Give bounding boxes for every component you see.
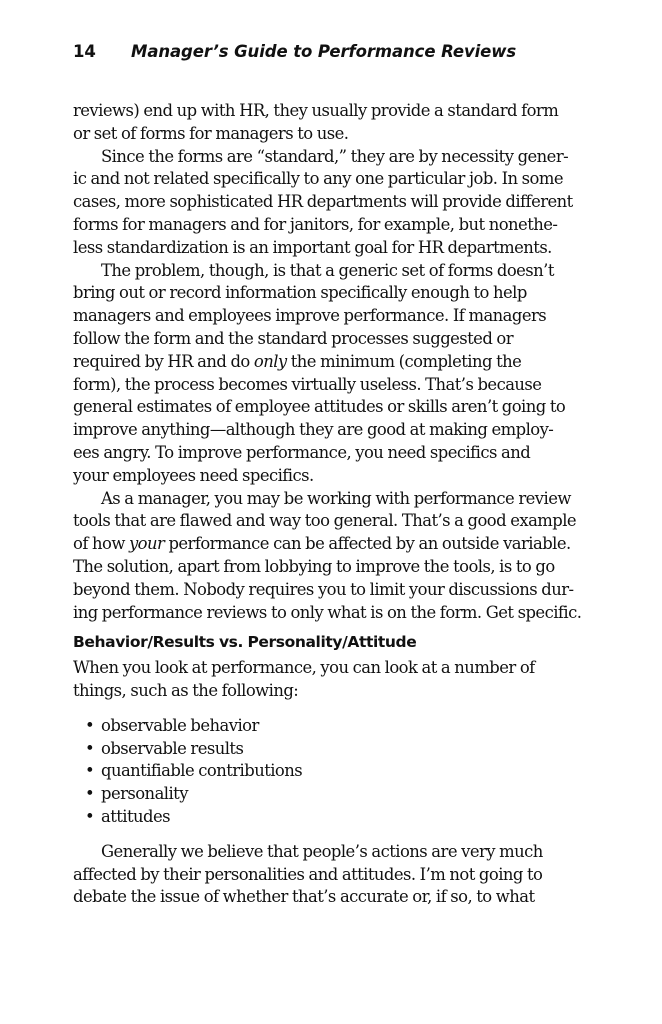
- text-line: Generally we believe that people’s actions are very much: [101, 841, 543, 861]
- page-number: 14: [73, 42, 96, 61]
- paragraph-standard-forms: [73, 146, 598, 260]
- bullet-icon: •: [85, 761, 95, 781]
- bullet-list: [73, 715, 598, 829]
- text-line: things, such as the following:: [73, 680, 299, 700]
- text-line: beyond them. Nobody requires you to limit your discussions dur-: [73, 579, 574, 599]
- list-item-label: attitudes: [101, 806, 170, 826]
- text-line: ic and not related specifically to any one particular job. In some: [73, 169, 564, 189]
- text-line: The solution, apart from lobbying to improve the tools, is to go: [73, 556, 555, 576]
- text-run: the minimum (completing the: [286, 351, 522, 371]
- list-item: [85, 715, 598, 738]
- emphasis-your: your: [128, 534, 165, 554]
- list-item-label: quantifiable contributions: [101, 761, 303, 781]
- text-line: cases, more sophisticated HR departments will provide different: [73, 192, 573, 212]
- list-item: [85, 783, 598, 806]
- text-line: bring out or record information specifically enough to help: [73, 283, 527, 303]
- paragraph-manager-tools: [73, 488, 598, 625]
- bullet-icon: •: [85, 738, 95, 758]
- text-line: As a manager, you may be working with performance review: [101, 488, 571, 508]
- text-line: managers and employees improve performance. If managers: [73, 306, 547, 326]
- bullet-icon: •: [85, 784, 95, 804]
- paragraph-problem: [73, 260, 598, 488]
- text-line: general estimates of employee attitudes or skills aren’t going to: [73, 397, 566, 417]
- book-title: Manager’s Guide to Performance Reviews: [131, 42, 517, 61]
- text-line: The problem, though, is that a generic set of forms doesn’t: [101, 260, 554, 280]
- text-line: form), the process becomes virtually useless. That’s because: [73, 374, 542, 394]
- body-text: [73, 100, 598, 909]
- text-line: or set of forms for managers to use.: [73, 123, 349, 143]
- text-line: [73, 533, 598, 556]
- text-line: affected by their personalities and attitudes. I’m not going to: [73, 864, 543, 884]
- text-run: performance can be affected by an outside variable.: [164, 534, 571, 554]
- text-line: When you look at performance, you can look at a number of: [73, 658, 535, 678]
- text-line: tools that are flawed and way too general. That’s a good example: [73, 511, 577, 531]
- text-line: less standardization is an important goal for HR departments.: [73, 237, 552, 257]
- section-heading: Behavior/Results vs. Personality/Attitude: [73, 633, 417, 652]
- text-line: ing performance reviews to only what is on the form. Get specific.: [73, 602, 582, 622]
- text-line: your employees need specifics.: [73, 465, 314, 485]
- bullet-icon: •: [85, 806, 95, 826]
- text-line: debate the issue of whether that’s accurate or, if so, to what: [73, 887, 535, 907]
- list-item-label: personality: [101, 784, 188, 804]
- paragraph-look-at-performance: [73, 657, 598, 703]
- bullet-icon: •: [85, 715, 95, 735]
- text-line: [73, 351, 598, 374]
- paragraph-continued: [73, 100, 598, 146]
- emphasis-only: only: [253, 351, 287, 371]
- running-header: [73, 42, 516, 61]
- text-run: required by HR and do: [73, 351, 254, 371]
- paragraph-generally: [73, 841, 598, 909]
- list-item: [85, 760, 598, 783]
- text-line: ees angry. To improve performance, you need specifics and: [73, 442, 531, 462]
- text-line: reviews) end up with HR, they usually provide a standard form: [73, 101, 559, 120]
- text-line: Since the forms are “standard,” they are by necessity gener-: [101, 146, 569, 166]
- list-item-label: observable behavior: [101, 715, 259, 735]
- text-run: of how: [73, 534, 129, 554]
- list-item: [85, 806, 598, 829]
- text-line: improve anything—although they are good at making employ-: [73, 420, 554, 440]
- list-item-label: observable results: [101, 738, 244, 758]
- text-line: follow the form and the standard processes suggested or: [73, 328, 514, 348]
- text-line: forms for managers and for janitors, for example, but nonethe-: [73, 214, 558, 234]
- list-item: [85, 738, 598, 761]
